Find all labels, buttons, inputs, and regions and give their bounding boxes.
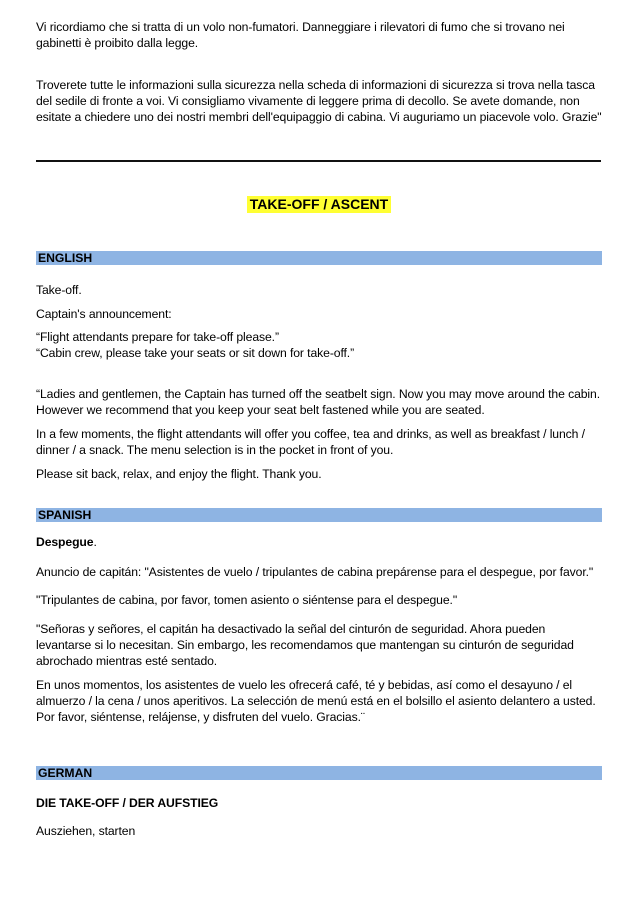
english-paragraph-1: “Ladies and gentlemen, the Captain has turned off the seatbelt sign. Now you may move around the cabin. However we recommend that you keep your seat belt fastened while you are seated. [36, 387, 601, 417]
german-line-1: Ausziehen, starten [36, 824, 136, 838]
section-title-wrap [36, 196, 602, 214]
spanish-paragraph-2: "Tripulantes de cabina, por favor, tomen asiento o siéntense para el despegue." [36, 593, 458, 607]
english-header: ENGLISH [36, 251, 602, 265]
spanish-title [36, 534, 97, 550]
english-takeoff: Take-off. [36, 283, 82, 297]
english-paragraph-3: Please sit back, relax, and enjoy the flight. Thank you. [36, 467, 322, 481]
english-captain-announcement: Captain's announcement: [36, 307, 172, 321]
spanish-title-bold: Despegue [36, 535, 94, 549]
spanish-paragraph-1: Anuncio de capitán: "Asistentes de vuelo / tripulantes de cabina prepárense para el despegue, por favor." [36, 565, 594, 579]
spanish-paragraph-4: En unos momentos, los asistentes de vuelo les ofrecerá café, té y bebidas, así como el desayuno / el almuerzo / la cena / unos aperitivos. La selección de menú está en el bolsillo el asiento delantero a usted. Por favor, siéntense, relájense, y disfruten del vuelo. Gracias.¨ [36, 678, 596, 724]
german-header: GERMAN [36, 766, 602, 780]
english-quote-2: “Cabin crew, please take your seats or sit down for take-off.” [36, 346, 355, 360]
horizontal-rule [36, 160, 601, 162]
spanish-paragraph-3: "Señoras y señores, el capitán ha desactivado la señal del cinturón de seguridad. Ahora pueden levantarse si lo necesitan. Sin embargo, les recomendamos que mantengan su cinturón de seguridad abrochado mientras esté sentado. [36, 622, 574, 668]
section-title: TAKE-OFF / ASCENT [247, 196, 391, 213]
english-paragraph-2: In a few moments, the flight attendants will offer you coffee, tea and drinks, as well as breakfast / lunch / dinner / a snack. The menu selection is in the pocket in front of you. [36, 427, 585, 457]
german-title: DIE TAKE-OFF / DER AUFSTIEG [36, 796, 219, 810]
spanish-header: SPANISH [36, 508, 602, 522]
english-quote-1: “Flight attendants prepare for take-off please.” [36, 330, 279, 344]
italian-paragraph-1: Vi ricordiamo che si tratta di un volo non-fumatori. Danneggiare i rilevatori di fumo che si trovano nei gabinetti è proibito dalla legge. [36, 20, 565, 50]
italian-paragraph-2: Troverete tutte le informazioni sulla sicurezza nella scheda di informazioni di sicurezza si trova nella tasca del sedile di fronte a voi. Vi consigliamo vivamente di leggere prima di decollo. Se avete domande, non esitate a chiedere uno dei nostri membri dell'equipaggio di cabina. Vi auguriamo un piacevole volo. Grazie" [36, 78, 602, 124]
spanish-title-tail: . [93, 535, 97, 549]
